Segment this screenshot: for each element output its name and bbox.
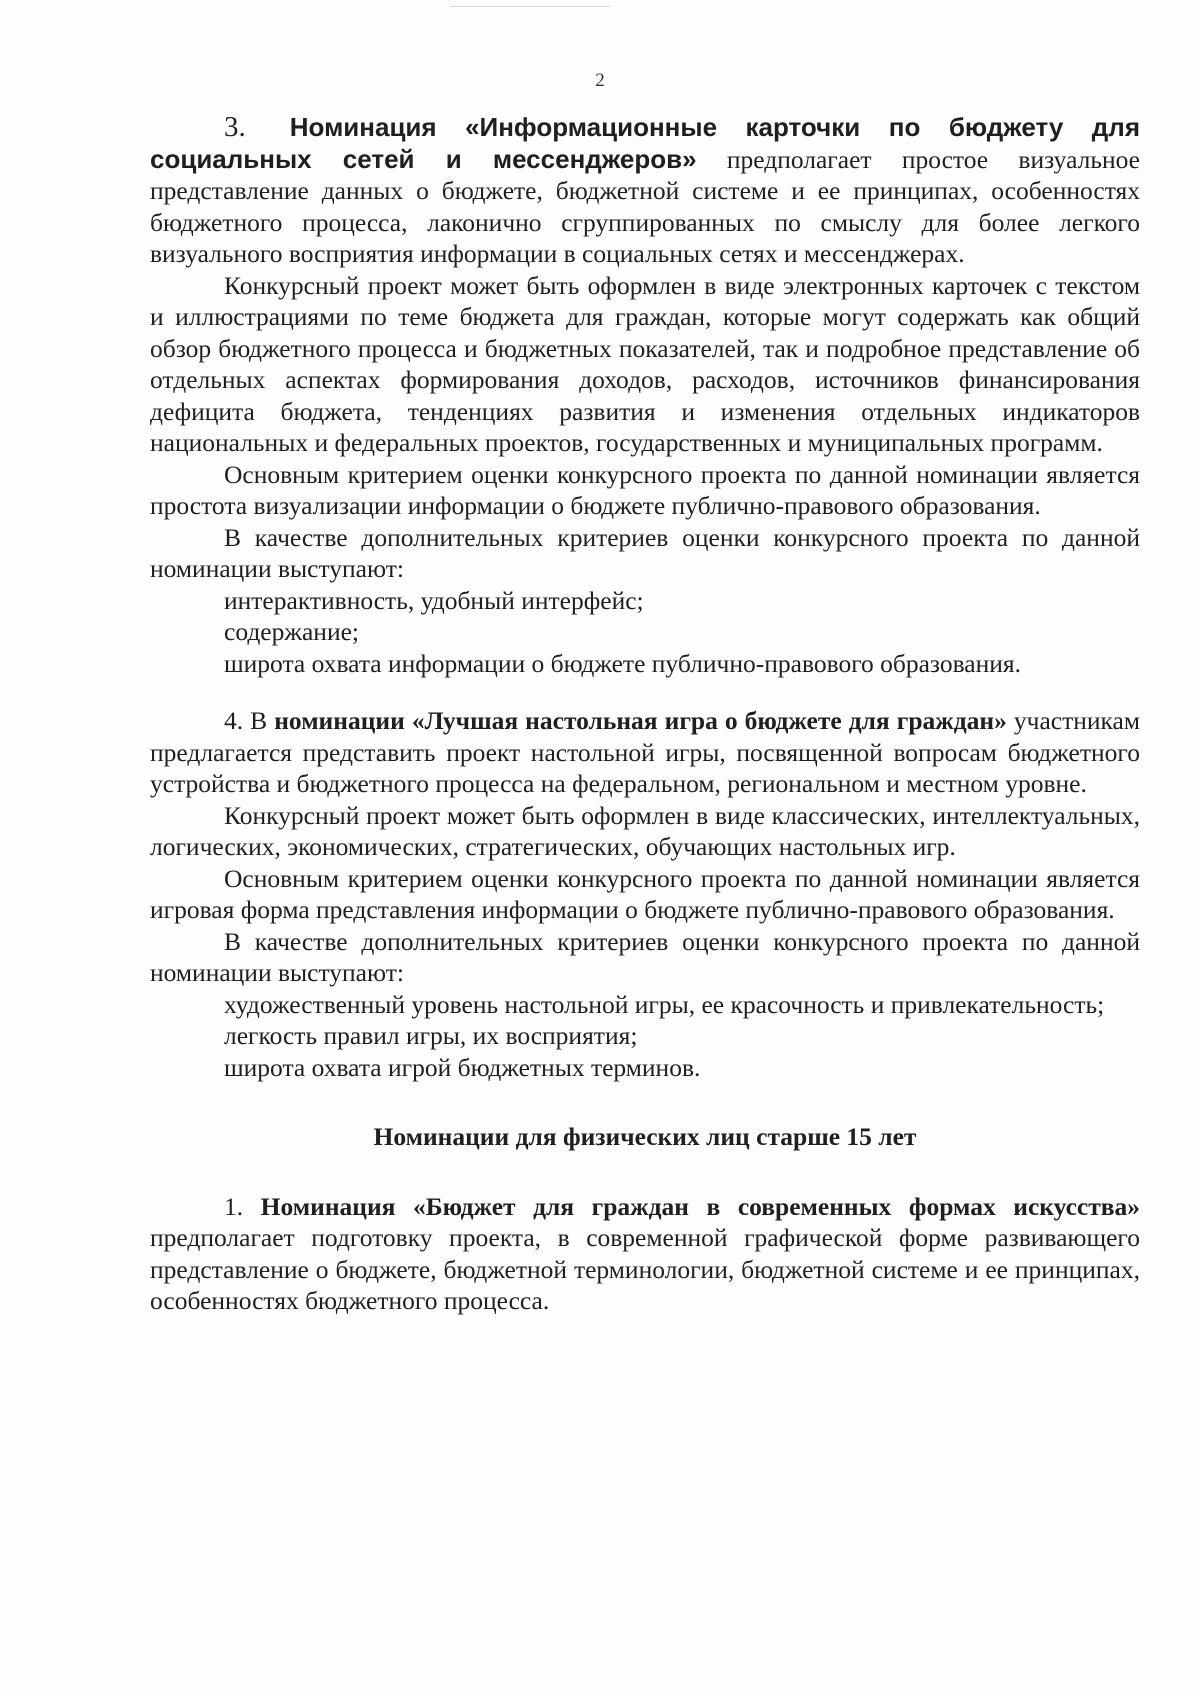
- scan-artifact: [450, 6, 610, 7]
- nomination-3-paragraph: [150, 112, 1140, 270]
- nomination-3-format-paragraph: Конкурсный проект может быть оформлен в виде электронных карточек с текстом и иллюстрациями по теме бюджета для граждан, которые могут содержать как общий обзор бюджетного процесса и бюджетных показателей, так и подробное представление об отдельных аспектах формирования доходов, расходов, источников финансирования дефицита бюджета, тенденциях развития и изменения отдельных индикаторов национальных и федеральных проектов, государственных и муниципальных программ.: [150, 270, 1140, 457]
- adult-nomination-1-number: 1.: [224, 1191, 261, 1221]
- adult-nomination-1-paragraph: [150, 1191, 1140, 1317]
- nomination-3-criterion-item: широта охвата информации о бюджете публично-правового образования.: [224, 648, 1022, 678]
- nomination-4-title: номинации «Лучшая настольная игра о бюджете для граждан»: [274, 706, 1007, 735]
- nomination-4-paragraph: [150, 705, 1140, 800]
- nomination-4-criterion-item: легкость правил игры, их восприятия;: [224, 1021, 638, 1050]
- section-heading-adults: Номинации для физических лиц старше 15 лет: [373, 1122, 917, 1151]
- nomination-4-format-paragraph: Конкурсный проект может быть оформлен в виде классических, интеллектуальных, логических, экономических, стратегических, обучающих настольных игр.: [150, 800, 1140, 861]
- nomination-4-text: участникам предлагается представить проект настольной игры, посвященной вопросам бюджетного устройства и бюджетного процесса на федеральном, региональном и местном уровне.: [150, 706, 1141, 798]
- nomination-3-criterion-item: содержание;: [224, 617, 360, 646]
- nomination-3-main-criterion: Основным критерием оценки конкурсного проекта по данной номинации является простота визуализации информации о бюджете публично-правового образования.: [150, 459, 1140, 520]
- nomination-3-extra-criteria-intro: В качестве дополнительных критериев оценки конкурсного проекта по данной номинации выступают:: [150, 522, 1140, 583]
- nomination-3-text: предполагает простое визуальное представление данных о бюджете, бюджетной системе и ее принципах, особенностях бюджетного процесса, лаконично сгруппированных по смыслу для более легкого визуального восприятия информации в социальных сетях и мессенджерах.: [150, 144, 1140, 268]
- adult-nomination-1-title: Номинация «Бюджет для граждан в современных формах искусства»: [260, 1191, 1140, 1221]
- nomination-4-extra-criteria-intro: В качестве дополнительных критериев оценки конкурсного проекта по данной номинации выступают:: [150, 926, 1140, 987]
- adult-nomination-1-text: предполагает подготовку проекта, в современной графической форме развивающего представление о бюджете, бюджетной терминологии, бюджетной системе и ее принципах, особенностях бюджетного процесса.: [150, 1223, 1140, 1315]
- nomination-3-title: Номинация «Информационные карточки по бюджету для социальных сетей и мессенджеров»: [150, 112, 1140, 174]
- document-body: [150, 112, 1140, 1317]
- nomination-4-main-criterion: Основным критерием оценки конкурсного проекта по данной номинации является игровая форма представления информации о бюджете публично-правового образования.: [150, 863, 1140, 924]
- page-number: 2: [595, 70, 605, 91]
- nomination-4-criterion-item: широта охвата игрой бюджетных терминов.: [224, 1052, 701, 1082]
- nomination-3-number: 3.: [224, 111, 246, 143]
- nomination-4-number: 4. В: [224, 706, 275, 735]
- nomination-3-criterion-item: интерактивность, удобный интерфейс;: [224, 585, 644, 615]
- nomination-4-criterion-item: художественный уровень настольной игры, ее красочность и привлекательность;: [224, 989, 1105, 1019]
